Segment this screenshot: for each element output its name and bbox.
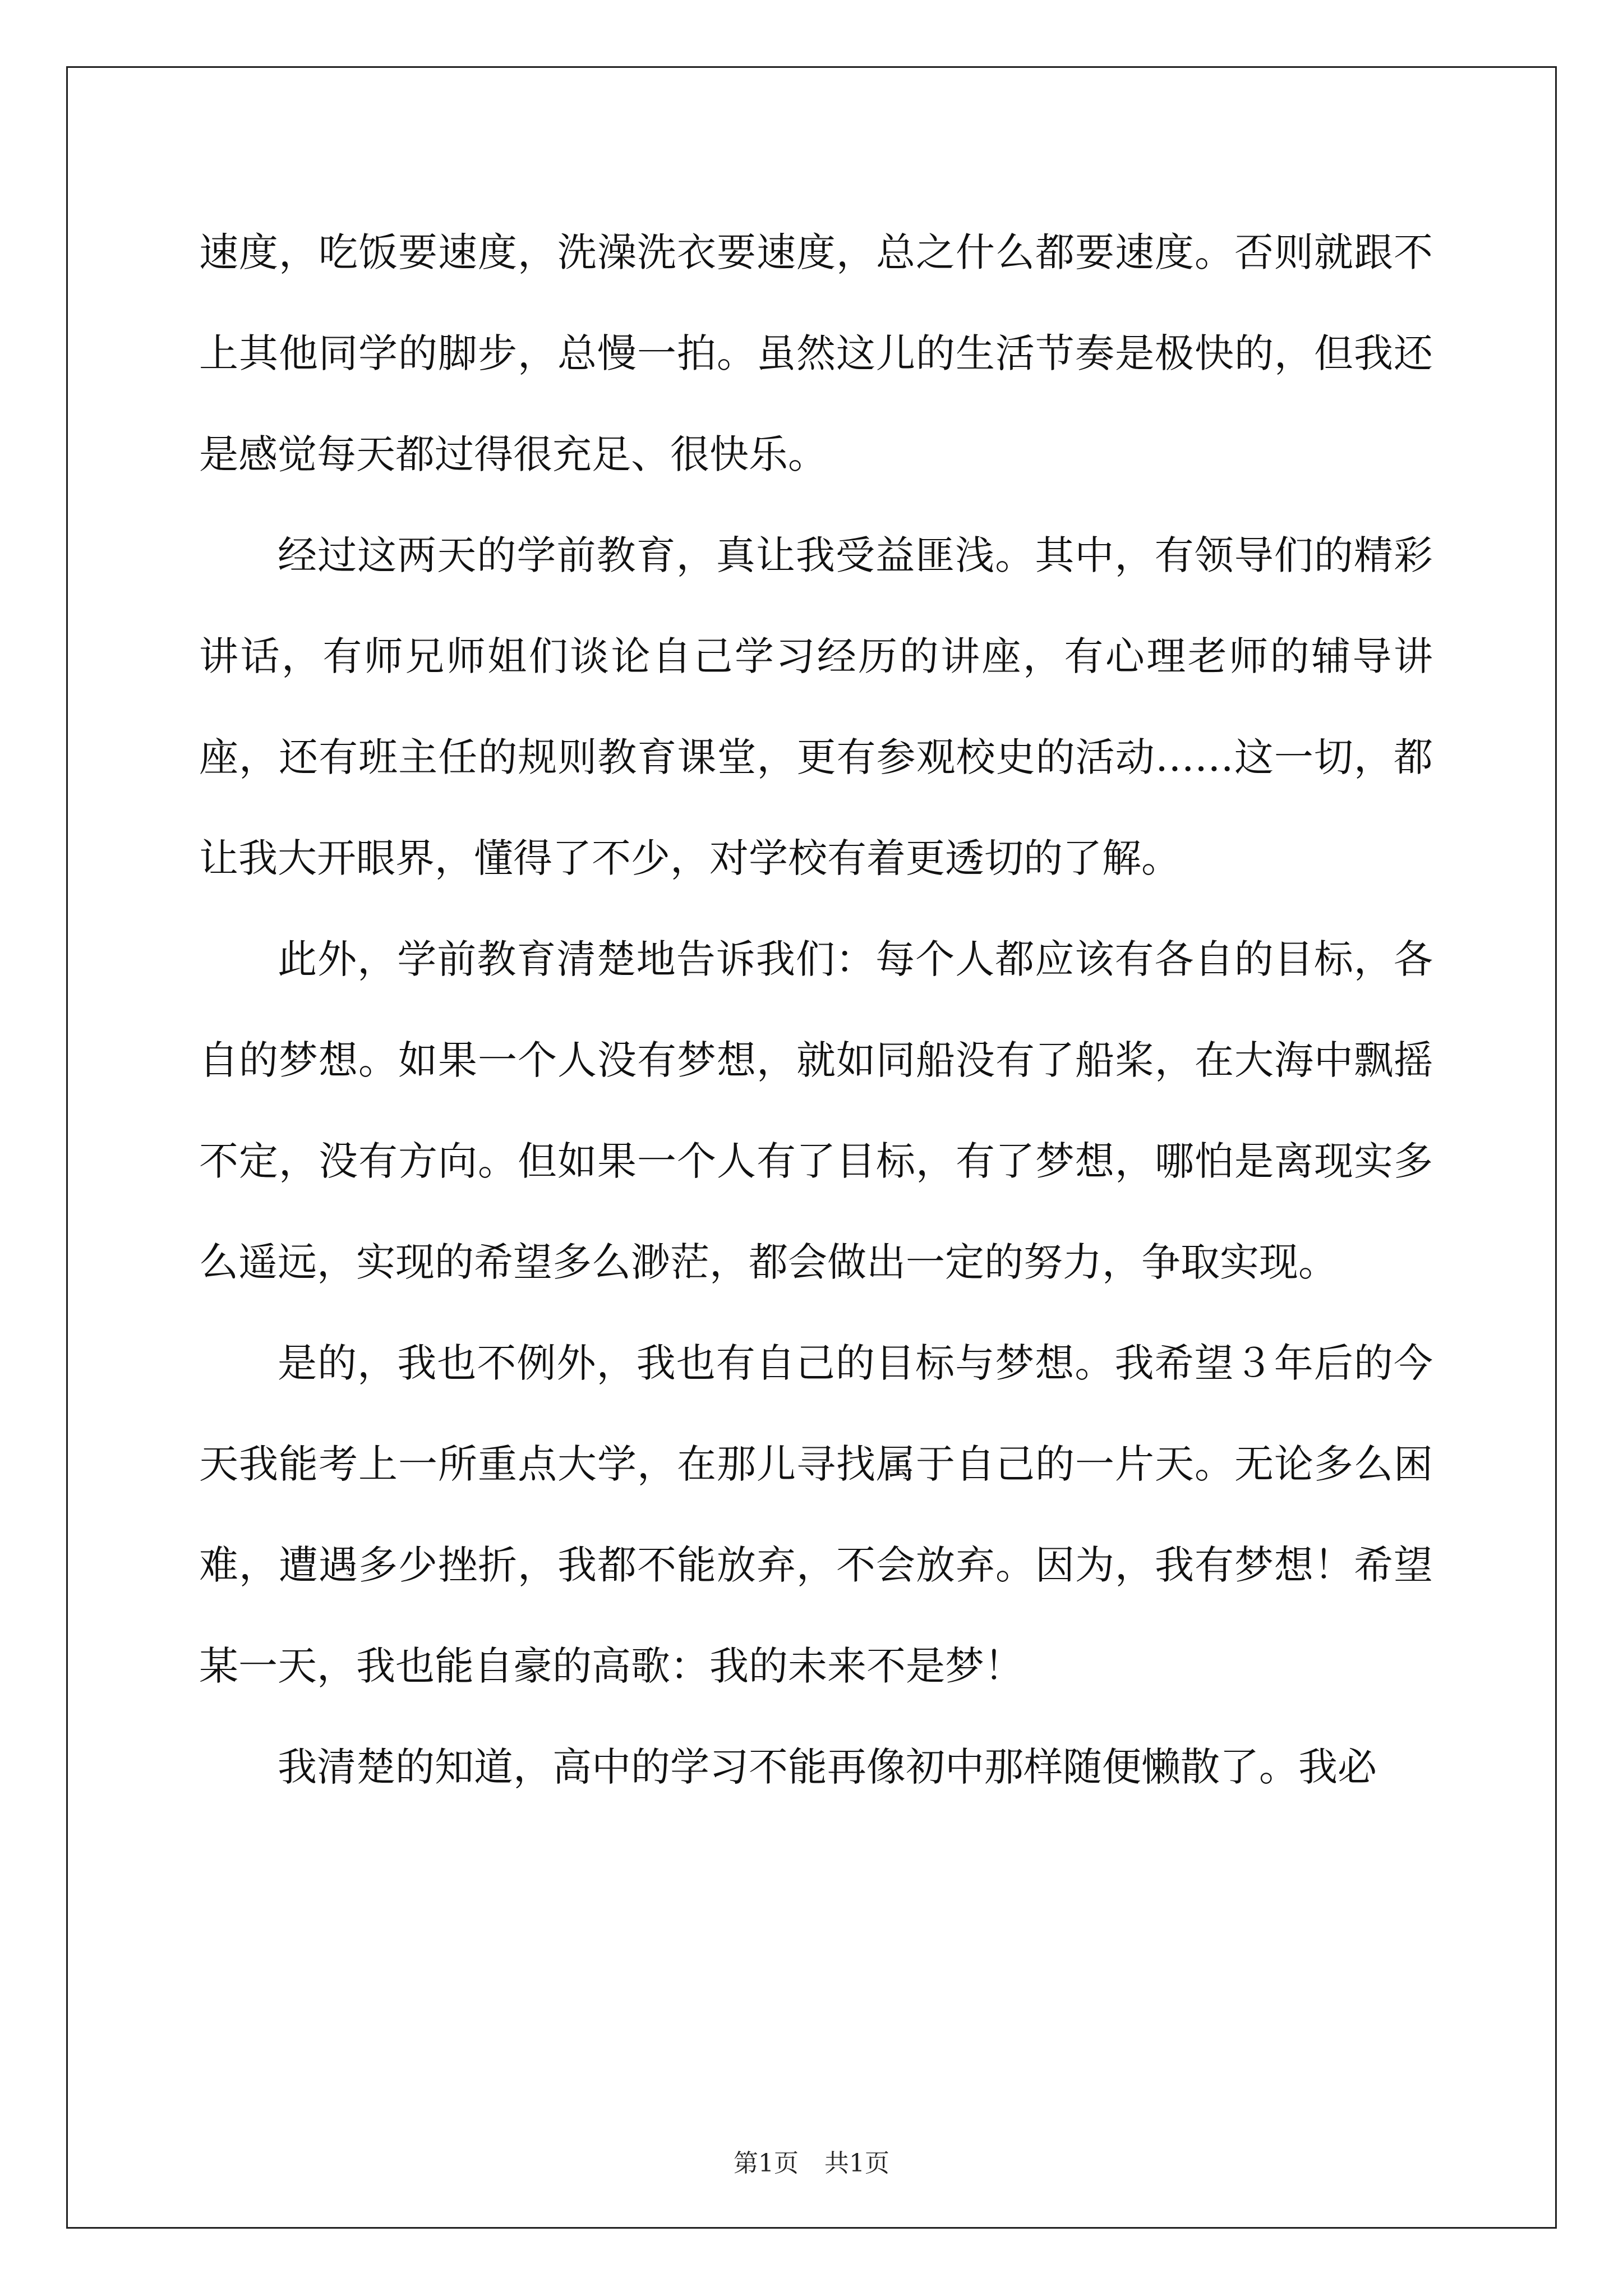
page-footer — [0, 2143, 1623, 2179]
paragraph-5: 我清楚的知道，高中的学习不能再像初中那样随便懒散了。我必 — [278, 1744, 1377, 1790]
paragraph-3: 此外，学前教育清楚地告诉我们：每个人都应该有各自的目标，各自的梦想。如果一个人没有梦想，就如同船没有了船桨，在大海中飘摇不定，没有方向。但如果一个人有了目标，有了梦想，哪怕是离现实多么遥远，实现的希望多么渺茫，都会做出一定的努力，争取实现。 — [199, 936, 1433, 1285]
paragraph-2: 经过这两天的学前教育，真让我受益匪浅。其中，有领导们的精彩讲话，有师兄师姐们谈论自己学习经历的讲座，有心理老师的辅导讲座，还有班主任的规则教育课堂，更有参观校史的活动……这一切，都让我大开眼界，懂得了不少，对学校有着更透切的了解。 — [199, 532, 1433, 881]
page-total: 共1页 — [824, 2149, 889, 2178]
document-body — [199, 202, 1433, 1818]
paragraph-4: 是的，我也不例外，我也有自己的目标与梦想。我希望３年后的今天我能考上一所重点大学，在那儿寻找属于自己的一片天。无论多么困难，遭遇多少挫折，我都不能放弃，不会放弃。因为，我有梦想！希望某一天，我也能自豪的高歌：我的未来不是梦！ — [199, 1340, 1433, 1689]
paragraph-1: 速度，吃饭要速度，洗澡洗衣要速度，总之什么都要速度。否则就跟不上其他同学的脚步，总慢一拍。虽然这儿的生活节奏是极快的，但我还是感觉每天都过得很充足、很快乐。 — [199, 229, 1433, 477]
page-number: 第1页 — [734, 2149, 799, 2178]
